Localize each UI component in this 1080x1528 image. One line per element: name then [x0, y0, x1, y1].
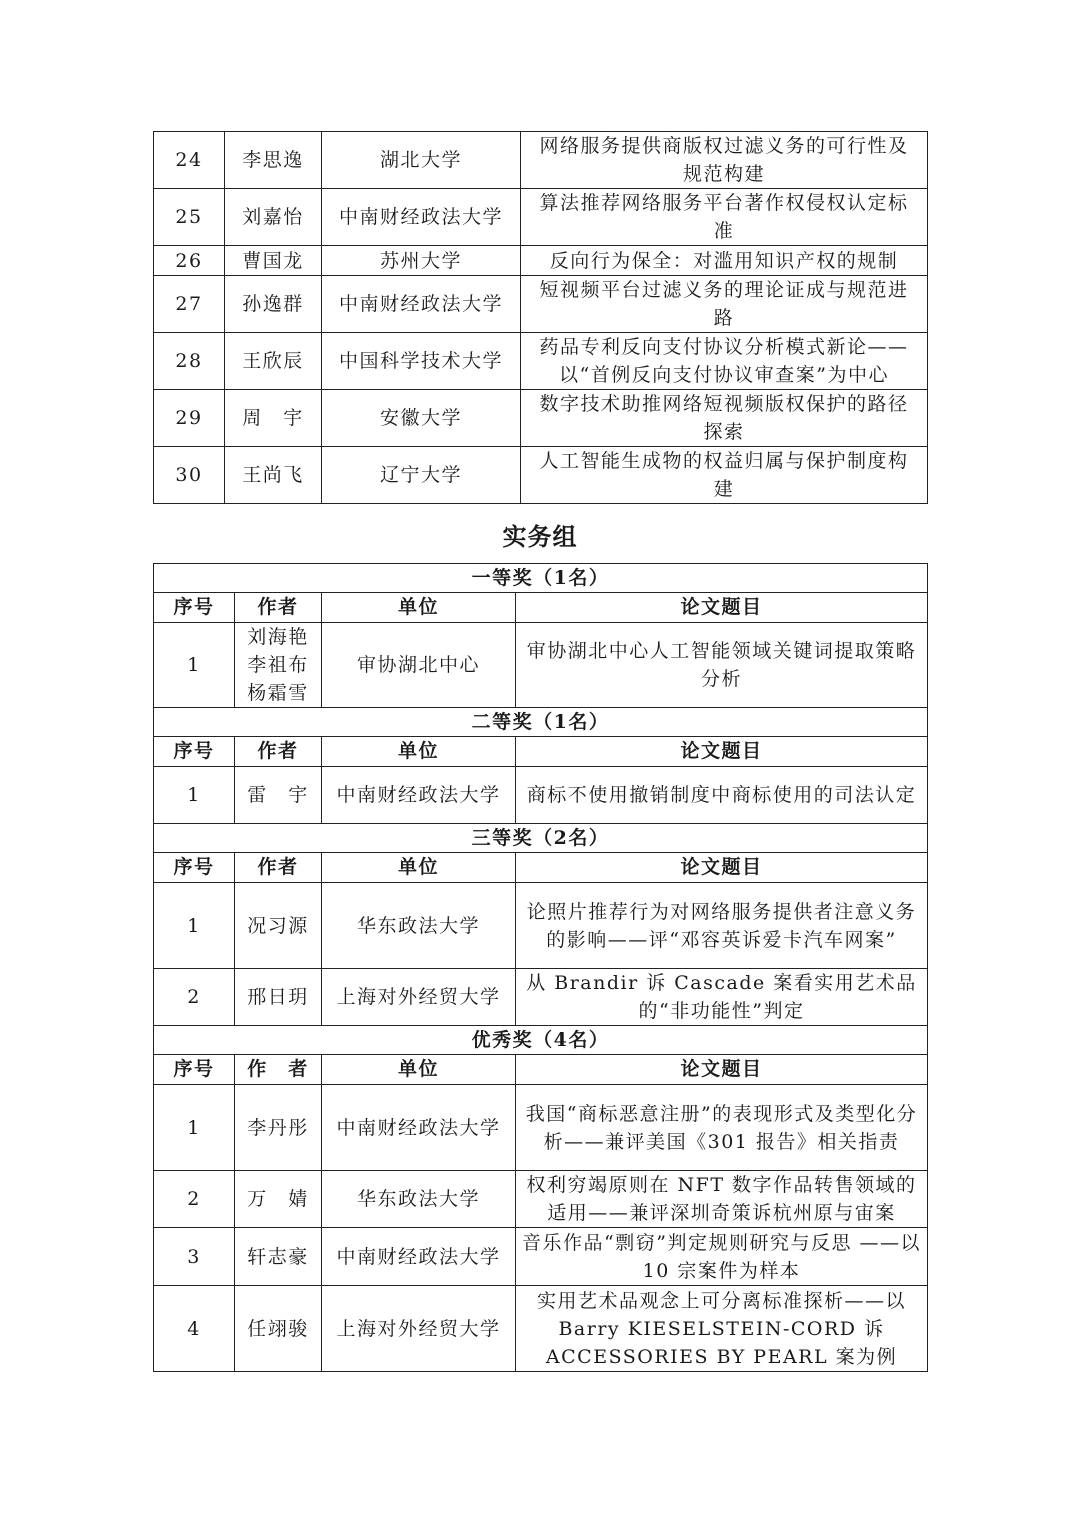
author-name: 刘嘉怡 [225, 189, 322, 246]
author-unit: 湖北大学 [322, 132, 521, 189]
author-unit: 上海对外经贸大学 [322, 969, 516, 1026]
header-unit: 单位 [322, 1055, 516, 1085]
header-row [154, 593, 928, 623]
author-unit: 中南财经政法大学 [322, 276, 521, 333]
award-row [154, 564, 928, 593]
author-name: 任翊骏 [235, 1286, 322, 1372]
practice-group-table [153, 563, 928, 1372]
row-number: 26 [154, 246, 225, 276]
author-name: 万 婧 [235, 1171, 322, 1228]
header-row [154, 737, 928, 767]
header-number: 序号 [154, 737, 235, 767]
author-unit: 苏州大学 [322, 246, 521, 276]
row-number: 1 [154, 623, 235, 708]
paper-title: 论照片推荐行为对网络服务提供者注意义务的影响——评“邓容英诉爱卡汽车网案” [516, 883, 928, 969]
header-author: 作者 [235, 853, 322, 883]
paper-title: 音乐作品“剽窃”判定规则研究与反思 ——以 10 宗案件为样本 [516, 1228, 928, 1286]
table-row [154, 767, 928, 824]
author-unit: 中南财经政法大学 [322, 1228, 516, 1286]
award-third-label: 三等奖（2名） [154, 824, 928, 853]
row-number: 27 [154, 276, 225, 333]
author-unit: 辽宁大学 [322, 447, 521, 504]
row-number: 1 [154, 883, 235, 969]
award-row [154, 824, 928, 853]
paper-title: 从 Brandir 诉 Cascade 案看实用艺术品的“非功能性”判定 [516, 969, 928, 1026]
row-number: 30 [154, 447, 225, 504]
header-title: 论文题目 [516, 1055, 928, 1085]
header-title: 论文题目 [516, 853, 928, 883]
row-number: 4 [154, 1286, 235, 1372]
header-unit: 单位 [322, 853, 516, 883]
header-author: 作者 [235, 737, 322, 767]
author-unit: 中国科学技术大学 [322, 333, 521, 390]
author-name: 李丹彤 [235, 1085, 322, 1171]
paper-title: 人工智能生成物的权益归属与保护制度构建 [521, 447, 928, 504]
award-second-label: 二等奖（1名） [154, 708, 928, 737]
header-author: 作 者 [235, 1055, 322, 1085]
paper-title: 实用艺术品观念上可分离标准探析——以 Barry KIESELSTEIN-CORD 诉 ACCESSORIES BY PEARL 案为例 [516, 1286, 928, 1372]
author-names [235, 623, 322, 708]
table-row [154, 1286, 928, 1372]
row-number: 29 [154, 390, 225, 447]
award-excellence-label: 优秀奖（4名） [154, 1026, 928, 1055]
section-title: 实务组 [502, 522, 578, 551]
author-name: 王尚飞 [225, 447, 322, 504]
author-unit: 安徽大学 [322, 390, 521, 447]
paper-title: 数字技术助推网络短视频版权保护的路径探索 [521, 390, 928, 447]
author-name: 王欣辰 [225, 333, 322, 390]
table-row [154, 189, 928, 246]
paper-title: 药品专利反向支付协议分析模式新论——以“首例反向支付协议审查案”为中心 [521, 333, 928, 390]
author-name: 邢日玥 [235, 969, 322, 1026]
table-row [154, 1171, 928, 1228]
header-row [154, 1055, 928, 1085]
author-name: 孙逸群 [225, 276, 322, 333]
author-name: 曹国龙 [225, 246, 322, 276]
author-name: 况习源 [235, 883, 322, 969]
author-name: 杨霜雪 [247, 682, 309, 704]
header-title: 论文题目 [516, 737, 928, 767]
author-name: 刘海艳 [247, 626, 309, 648]
row-number: 28 [154, 333, 225, 390]
paper-title: 反向行为保全：对滥用知识产权的规制 [521, 246, 928, 276]
author-name: 周 宇 [225, 390, 322, 447]
header-number: 序号 [154, 1055, 235, 1085]
header-unit: 单位 [322, 737, 516, 767]
paper-title: 算法推荐网络服务平台著作权侵权认定标准 [521, 189, 928, 246]
author-unit: 上海对外经贸大学 [322, 1286, 516, 1372]
header-number: 序号 [154, 593, 235, 623]
table-row [154, 1085, 928, 1171]
header-row [154, 853, 928, 883]
header-title: 论文题目 [516, 593, 928, 623]
row-number: 2 [154, 1171, 235, 1228]
row-number: 1 [154, 767, 235, 824]
author-unit: 华东政法大学 [322, 1171, 516, 1228]
table-row [154, 883, 928, 969]
row-number: 24 [154, 132, 225, 189]
award-row [154, 1026, 928, 1055]
author-name: 轩志豪 [235, 1228, 322, 1286]
author-name: 雷 宇 [235, 767, 322, 824]
paper-title: 网络服务提供商版权过滤义务的可行性及规范构建 [521, 132, 928, 189]
award-first-label: 一等奖（1名） [154, 564, 928, 593]
row-number: 1 [154, 1085, 235, 1171]
table-row [154, 447, 928, 504]
research-results-table [153, 131, 928, 504]
table-row [154, 333, 928, 390]
paper-title: 我国“商标恶意注册”的表现形式及类型化分析——兼评美国《301 报告》相关指责 [516, 1085, 928, 1171]
table-row [154, 132, 928, 189]
author-name: 李思逸 [225, 132, 322, 189]
table-row [154, 623, 928, 708]
table-row [154, 1228, 928, 1286]
row-number: 2 [154, 969, 235, 1026]
header-unit: 单位 [322, 593, 516, 623]
table-row [154, 246, 928, 276]
header-number: 序号 [154, 853, 235, 883]
author-unit: 华东政法大学 [322, 883, 516, 969]
table-row [154, 276, 928, 333]
paper-title: 短视频平台过滤义务的理论证成与规范进路 [521, 276, 928, 333]
header-author: 作者 [235, 593, 322, 623]
paper-title: 商标不使用撤销制度中商标使用的司法认定 [516, 767, 928, 824]
table-row [154, 969, 928, 1026]
author-unit: 中南财经政法大学 [322, 189, 521, 246]
table-row [154, 390, 928, 447]
author-name: 李祖布 [247, 654, 309, 676]
paper-title: 权利穷竭原则在 NFT 数字作品转售领域的适用——兼评深圳奇策诉杭州原与宙案 [516, 1171, 928, 1228]
row-number: 3 [154, 1228, 235, 1286]
paper-title: 审协湖北中心人工智能领域关键词提取策略分析 [516, 623, 928, 708]
author-unit: 审协湖北中心 [322, 623, 516, 708]
row-number: 25 [154, 189, 225, 246]
author-unit: 中南财经政法大学 [322, 767, 516, 824]
author-unit: 中南财经政法大学 [322, 1085, 516, 1171]
award-row [154, 708, 928, 737]
